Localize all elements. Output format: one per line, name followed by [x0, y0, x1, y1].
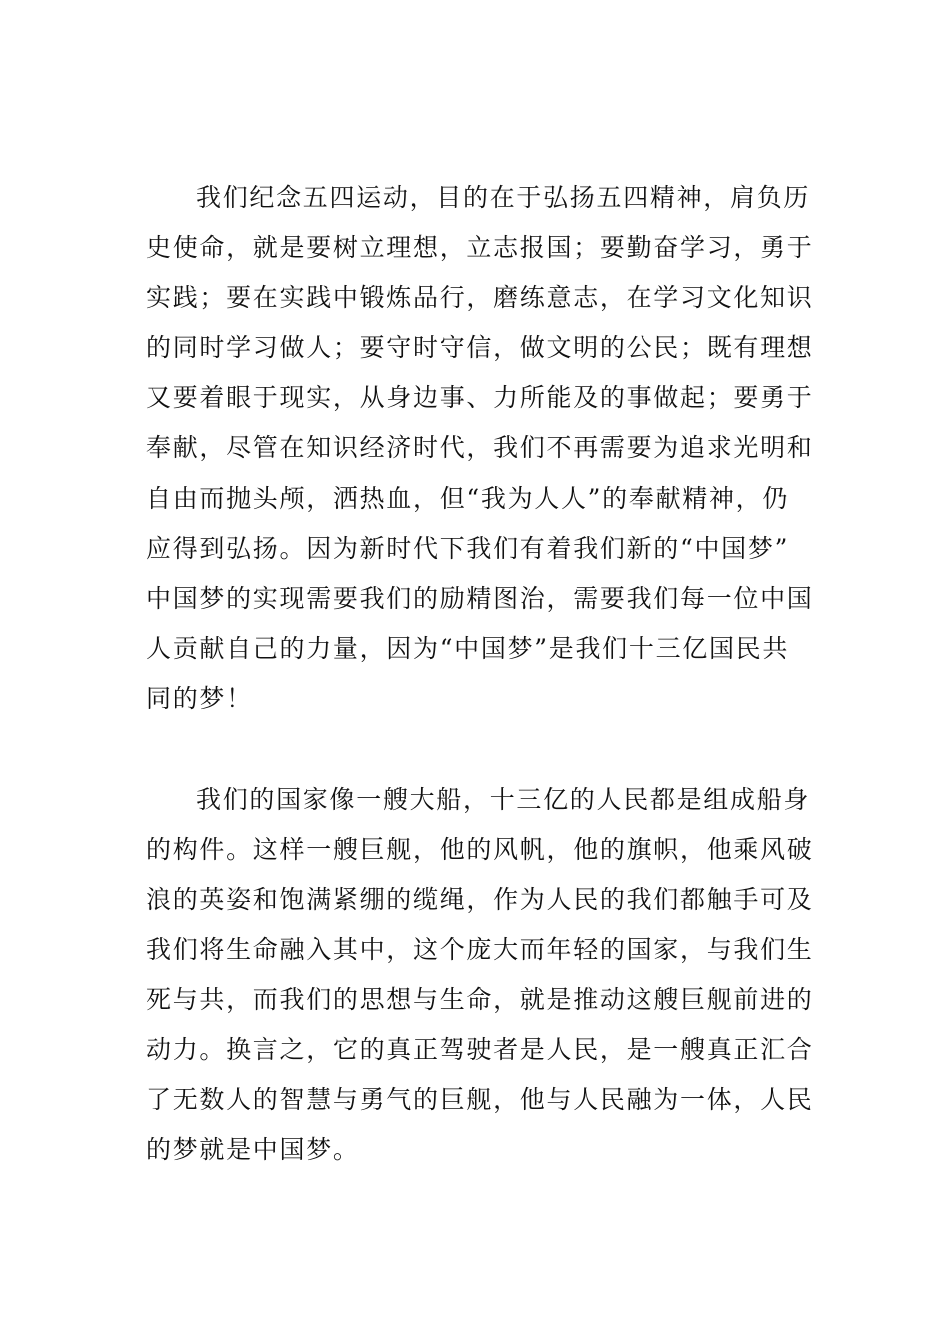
paragraph-1-line-7: 自由而抛头颅，洒热血，但“我为人人”的奉献精神，仍 [146, 484, 790, 513]
paragraph-1-line-1: 我们纪念五四运动，目的在于弘扬五四精神，肩负历 [196, 183, 811, 212]
paragraph-1-line-8: 应得到弘扬。因为新时代下我们有着我们新的“中国梦” [146, 534, 790, 563]
paragraph-1-line-3: 实践；要在实践中锻炼品行，磨练意志，在学习文化知识 [146, 283, 814, 312]
paragraph-1-line-10: 人贡献自己的力量，因为“中国梦”是我们十三亿国民共 [146, 634, 790, 663]
paragraph-2-line-3: 浪的英姿和饱满紧绷的缆绳，作为人民的我们都触手可及 [146, 885, 814, 914]
paragraph-2-line-8: 的梦就是中国梦。 [146, 1135, 360, 1164]
paragraph-2-line-2: 的构件。这样一艘巨舰，他的风帆，他的旗帜，他乘风破 [146, 835, 814, 864]
paragraph-2-line-5: 死与共，而我们的思想与生命，就是推动这艘巨舰前进的 [146, 985, 814, 1014]
paragraph-2-line-6: 动力。换言之，它的真正驾驶者是人民，是一艘真正汇合 [146, 1035, 814, 1064]
paragraph-1-line-4: 的同时学习做人；要守时守信，做文明的公民；既有理想 [146, 333, 814, 362]
paragraph-2-line-7: 了无数人的智慧与勇气的巨舰，他与人民融为一体，人民 [146, 1085, 814, 1114]
paragraph-1-line-2: 史使命，就是要树立理想，立志报国；要勤奋学习，勇于 [146, 233, 814, 262]
paragraph-2-line-4: 我们将生命融入其中，这个庞大而年轻的国家，与我们生 [146, 935, 814, 964]
paragraph-2-line-1: 我们的国家像一艘大船，十三亿的人民都是组成船身 [196, 785, 811, 814]
paragraph-1-line-9: 中国梦的实现需要我们的励精图治，需要我们每一位中国 [146, 584, 814, 613]
paragraph-1-line-6: 奉献，尽管在知识经济时代，我们不再需要为追求光明和 [146, 433, 814, 462]
paragraph-1-line-11: 同的梦！ [146, 684, 253, 713]
paragraph-1-line-5: 又要着眼于现实，从身边事、力所能及的事做起；要勇于 [146, 383, 814, 412]
